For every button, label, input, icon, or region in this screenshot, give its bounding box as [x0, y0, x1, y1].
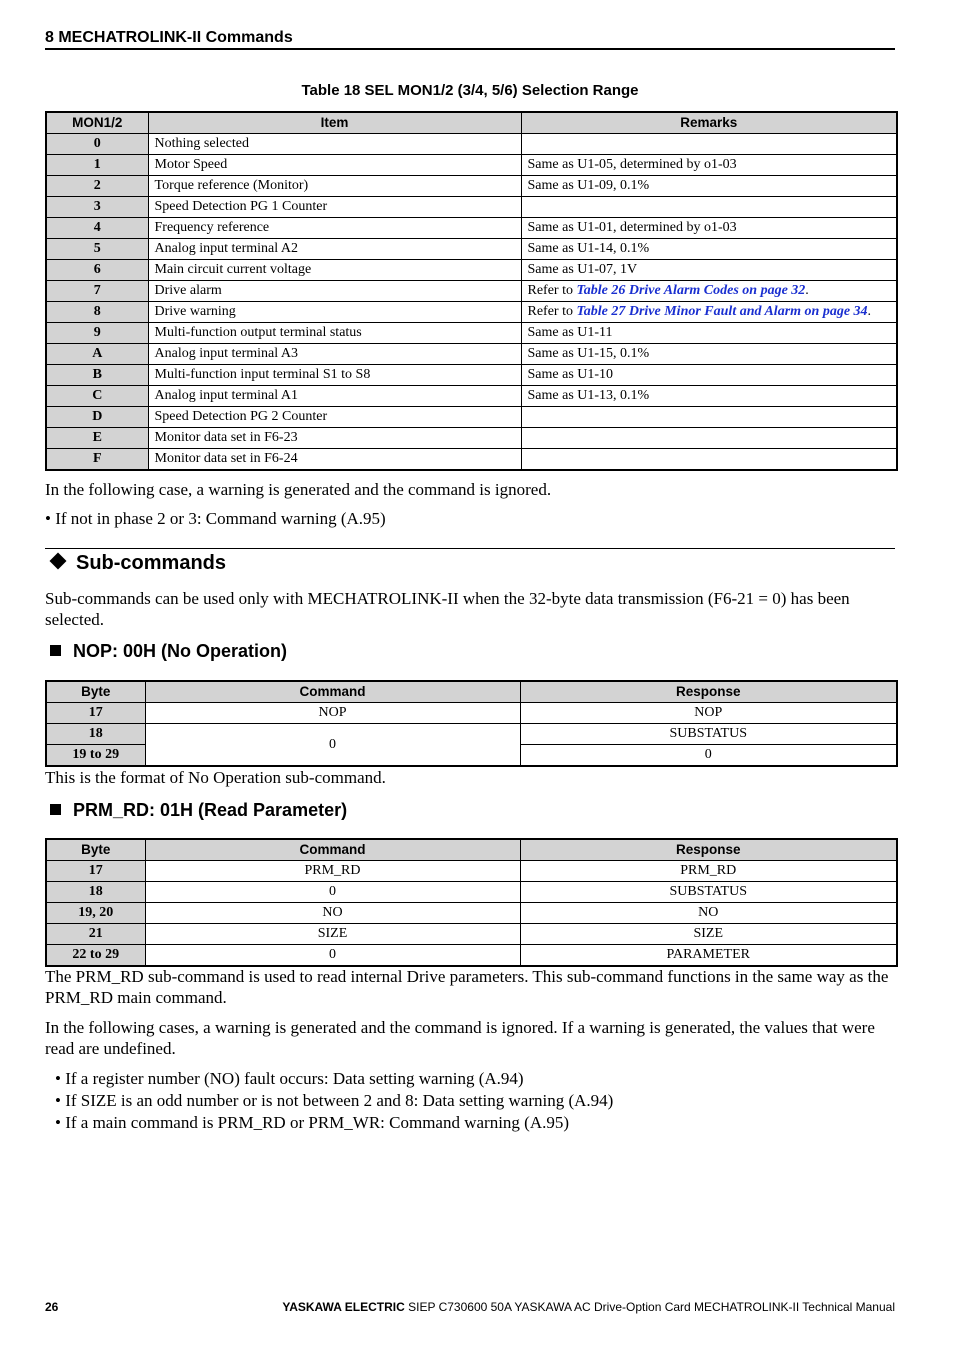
response-cell: 0 [520, 745, 897, 767]
warning-paragraph: In the following case, a warning is generated and the command is ignored. [45, 480, 552, 499]
table-row [46, 703, 897, 724]
command-cell: SIZE [145, 924, 520, 945]
mon-code: A [46, 344, 148, 365]
column-header-byte: Byte [46, 839, 145, 861]
mon-code: 6 [46, 260, 148, 281]
command-cell: 0 [145, 724, 520, 767]
table-row [46, 134, 897, 155]
item-cell: Speed Detection PG 2 Counter [148, 407, 521, 428]
mon-code: F [46, 449, 148, 471]
remarks-cell [521, 407, 897, 428]
byte-cell: 19, 20 [46, 903, 145, 924]
mon-code: 5 [46, 239, 148, 260]
nop-table [45, 680, 898, 767]
remarks-cell [521, 197, 897, 218]
command-cell: NOP [145, 703, 520, 724]
table-row [46, 861, 897, 882]
table-row [46, 260, 897, 281]
remarks-cell [521, 302, 897, 323]
item-cell: Frequency reference [148, 218, 521, 239]
item-cell: Nothing selected [148, 134, 521, 155]
byte-cell: 18 [46, 882, 145, 903]
item-cell: Torque reference (Monitor) [148, 176, 521, 197]
byte-cell: 22 to 29 [46, 945, 145, 967]
table-header-row [46, 839, 897, 861]
remarks-cell: Same as U1-05, determined by o1-03 [521, 155, 897, 176]
table-row [46, 945, 897, 967]
remarks-prefix: Refer to [527, 304, 577, 319]
mon-code: 7 [46, 281, 148, 302]
warning-bullet-3: • If a main command is PRM_RD or PRM_WR: Command warning (A.95) [55, 1113, 570, 1132]
table-header-row [46, 112, 897, 134]
byte-cell: 19 to 29 [46, 745, 145, 767]
remarks-prefix: Refer to [527, 283, 577, 298]
item-cell: Main circuit current voltage [148, 260, 521, 281]
item-cell: Analog input terminal A2 [148, 239, 521, 260]
response-cell: SIZE [520, 924, 897, 945]
remarks-cell [521, 428, 897, 449]
item-cell: Drive alarm [148, 281, 521, 302]
square-bullet-icon [50, 804, 61, 815]
column-header-command: Command [145, 839, 520, 861]
remarks-cell: Same as U1-01, determined by o1-03 [521, 218, 897, 239]
mon-code: 3 [46, 197, 148, 218]
table-row [46, 344, 897, 365]
item-cell: Analog input terminal A1 [148, 386, 521, 407]
remarks-cell [521, 449, 897, 471]
table-18-caption: Table 18 SEL MON1/2 (3/4, 5/6) Selection Range [301, 82, 639, 99]
mon-code: 9 [46, 323, 148, 344]
command-cell: PRM_RD [145, 861, 520, 882]
item-cell: Analog input terminal A3 [148, 344, 521, 365]
table-row [46, 176, 897, 197]
byte-cell: 17 [46, 861, 145, 882]
table-row [46, 155, 897, 176]
remarks-cell: Same as U1-15, 0.1% [521, 344, 897, 365]
item-cell: Motor Speed [148, 155, 521, 176]
prm-rd-heading [50, 800, 347, 821]
column-header-response: Response [520, 681, 897, 703]
remarks-suffix: . [805, 283, 809, 298]
subcommands-intro: Sub-commands can be used only with MECHATROLINK-II when the 32-byte data transmission (F6-21 = 0) has been selected. [45, 589, 850, 629]
response-cell: NOP [520, 703, 897, 724]
command-cell: NO [145, 903, 520, 924]
mon-code: 2 [46, 176, 148, 197]
item-cell: Multi-function input terminal S1 to S8 [148, 365, 521, 386]
prm-rd-description: The PRM_RD sub-command is used to read internal Drive parameters. This sub-command functions in the same way as the PRM_RD main command. [45, 967, 889, 1007]
byte-cell: 21 [46, 924, 145, 945]
phase-warning-bullet: • If not in phase 2 or 3: Command warning (A.95) [45, 509, 386, 528]
diamond-icon [50, 553, 67, 570]
nop-note: This is the format of No Operation sub-command. [45, 768, 386, 787]
table-row [46, 882, 897, 903]
column-header-mon: MON1/2 [46, 112, 148, 134]
table-row [46, 281, 897, 302]
table-row [46, 218, 897, 239]
subcommands-title: Sub-commands [76, 552, 227, 574]
remarks-cell: Same as U1-14, 0.1% [521, 239, 897, 260]
table-row [46, 428, 897, 449]
warning-bullet-1: • If a register number (NO) fault occurs: Data setting warning (A.94) [55, 1069, 524, 1088]
table-row [46, 302, 897, 323]
nop-title: NOP: 00H (No Operation) [73, 641, 288, 661]
column-header-item: Item [148, 112, 521, 134]
remarks-cell: Same as U1-10 [521, 365, 897, 386]
command-cell: 0 [145, 882, 520, 903]
item-cell: Monitor data set in F6-23 [148, 428, 521, 449]
remarks-cell [521, 134, 897, 155]
remarks-suffix: . [867, 304, 872, 319]
response-cell: PRM_RD [520, 861, 897, 882]
remarks-cell: Same as U1-09, 0.1% [521, 176, 897, 197]
response-cell: NO [520, 903, 897, 924]
remarks-cell: Same as U1-07, 1V [521, 260, 897, 281]
square-bullet-icon [50, 645, 61, 656]
section-header: 8 MECHATROLINK-II Commands [45, 29, 895, 50]
byte-cell: 17 [46, 703, 145, 724]
section-divider [45, 548, 895, 549]
table-row [46, 449, 897, 471]
byte-cell: 18 [46, 724, 145, 745]
footer-brand: YASKAWA ELECTRIC [282, 1300, 405, 1314]
mon-code: C [46, 386, 148, 407]
remarks-cell: Same as U1-11 [521, 323, 897, 344]
table-row [46, 239, 897, 260]
prm-rd-table [45, 838, 898, 967]
table-row [46, 323, 897, 344]
page-number: 26 [45, 1300, 59, 1314]
table-row [46, 924, 897, 945]
nop-heading [50, 641, 287, 662]
table-row [46, 724, 897, 745]
table-header-row [46, 681, 897, 703]
table-row [46, 365, 897, 386]
column-header-remarks: Remarks [521, 112, 897, 134]
prm-rd-warning-intro: In the following cases, a warning is generated and the command is ignored. If a warning is generated, the values that were read are undefined. [45, 1018, 875, 1058]
response-cell: SUBSTATUS [520, 882, 897, 903]
item-cell: Multi-function output terminal status [148, 323, 521, 344]
remarks-cell: Same as U1-13, 0.1% [521, 386, 897, 407]
item-cell: Drive warning [148, 302, 521, 323]
column-header-response: Response [520, 839, 897, 861]
table-row [46, 197, 897, 218]
footer-doc: SIEP C730600 50A YASKAWA AC Drive-Option Card MECHATROLINK-II Technical Manual [404, 1300, 895, 1314]
mon-code: 1 [46, 155, 148, 176]
prm-rd-title: PRM_RD: 01H (Read Parameter) [73, 800, 348, 820]
mon-code: 4 [46, 218, 148, 239]
response-cell: SUBSTATUS [520, 724, 897, 745]
column-header-byte: Byte [46, 681, 145, 703]
mon-code: B [46, 365, 148, 386]
footer-document-title [282, 1300, 895, 1314]
subcommands-heading [48, 552, 226, 575]
mon-code: E [46, 428, 148, 449]
item-cell: Monitor data set in F6-24 [148, 449, 521, 471]
column-header-command: Command [145, 681, 520, 703]
response-cell: PARAMETER [520, 945, 897, 967]
mon-code: D [46, 407, 148, 428]
table-row [46, 386, 897, 407]
mon-code: 8 [46, 302, 148, 323]
table-row [46, 407, 897, 428]
table-row [46, 903, 897, 924]
table-18 [45, 111, 898, 471]
remarks-cell [521, 281, 897, 302]
table-26-link[interactable]: Table 26 Drive Alarm Codes on page 32 [576, 283, 806, 298]
table-27-link[interactable]: Table 27 Drive Minor Fault and Alarm on page 34 [576, 304, 868, 319]
item-cell: Speed Detection PG 1 Counter [148, 197, 521, 218]
warning-bullet-2: • If SIZE is an odd number or is not between 2 and 8: Data setting warning (A.94) [55, 1091, 614, 1110]
mon-code: 0 [46, 134, 148, 155]
command-cell: 0 [145, 945, 520, 967]
